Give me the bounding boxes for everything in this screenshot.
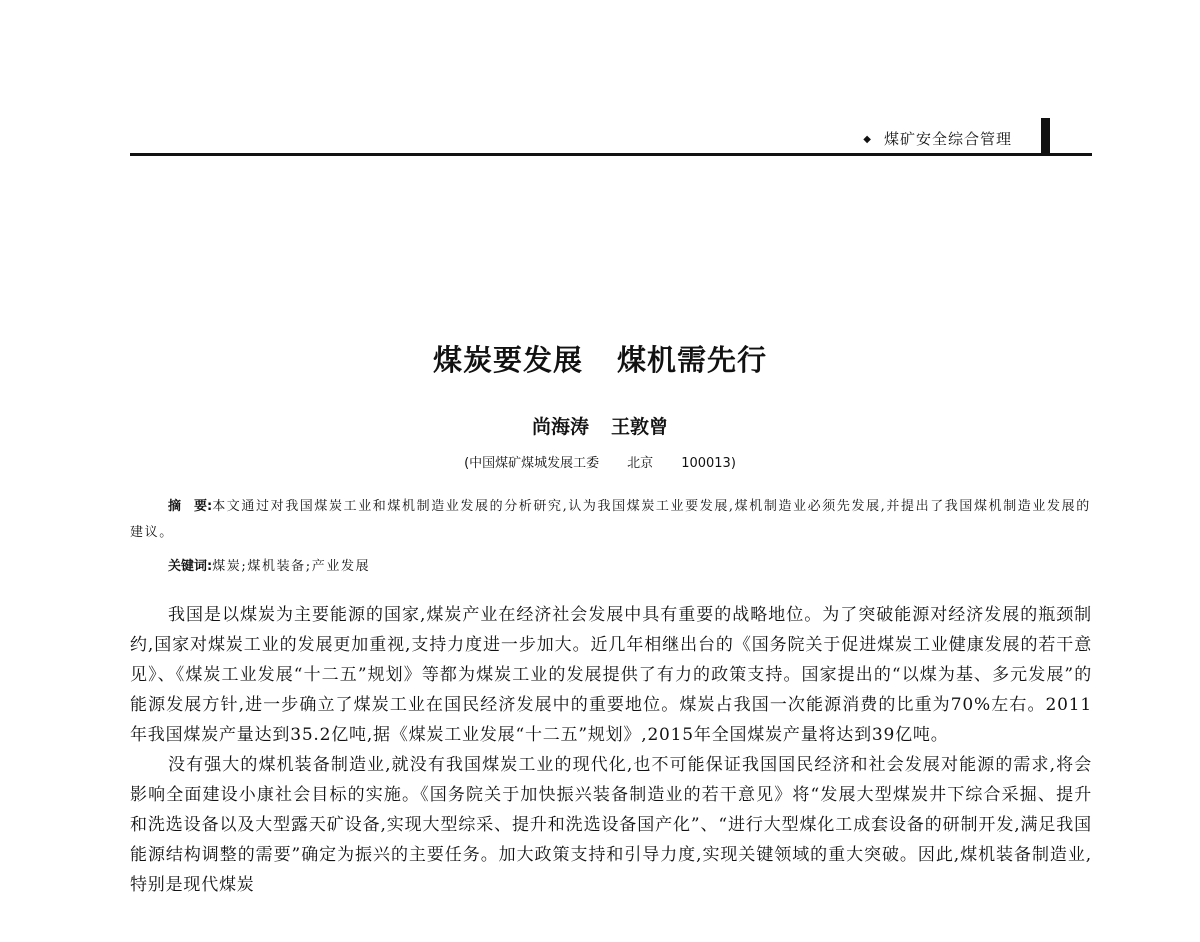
body-text [130, 600, 1092, 900]
keywords-line [168, 555, 370, 574]
article-title [0, 338, 1200, 379]
abstract-block [130, 494, 1092, 546]
body-paragraph-2: 没有强大的煤机装备制造业,就没有我国煤炭工业的现代化,也不可能保证我国国民经济和社会发展对能源的需求,将会影响全面建设小康社会目标的实施。《国务院关于加快振兴装备制造业的若干意见》将“发展大型煤炭井下综合采掘、提升和洗选设备以及大型露天矿设备,实现大型综采、提升和洗选设备国产化”、“进行大型煤化工成套设备的研制开发,满足我国能源结构调整的需要”确定为振兴的主要任务。加大政策支持和引导力度,实现关键领域的重大突破。因此,煤机装备制造业,特别是现代煤炭 [130, 755, 1092, 895]
header-section-label: 煤矿安全综合管理 [883, 130, 1012, 148]
affiliation-city: 北京 [627, 456, 654, 471]
affiliation-org: (中国煤矿煤城发展工委 [464, 456, 600, 471]
title-part-1: 煤炭要发展 [432, 343, 583, 377]
keywords-label: 关键词: [168, 559, 213, 574]
diamond-bullet-icon: ◆ [863, 134, 872, 145]
affiliation-postcode: 100013) [681, 456, 736, 471]
title-part-2: 煤机需先行 [617, 343, 768, 377]
header-rule [130, 153, 1092, 156]
keywords-text: 煤炭;煤机装备;产业发展 [212, 559, 371, 574]
header-black-bar [1041, 118, 1050, 154]
author-2: 王敦曾 [611, 416, 669, 438]
author-line [0, 412, 1200, 439]
abstract-text: 本文通过对我国煤炭工业和煤机制造业发展的分析研究,认为我国煤炭工业要发展,煤机制造业必须先发展,并提出了我国煤机制造业发展的建议。 [130, 499, 1091, 540]
author-1: 尚海涛 [531, 416, 589, 438]
abstract-paragraph [130, 494, 1092, 546]
abstract-label: 摘 要: [168, 499, 213, 514]
running-header [130, 118, 1092, 156]
header-section-title [863, 128, 1012, 149]
body-paragraph-1: 我国是以煤炭为主要能源的国家,煤炭产业在经济社会发展中具有重要的战略地位。为了突破能源对经济发展的瓶颈制约,国家对煤炭工业的发展更加重视,支持力度进一步加大。近几年相继出台的《国务院关于促进煤炭工业健康发展的若干意见》、《煤炭工业发展“十二五”规划》等都为煤炭工业的发展提供了有力的政策支持。国家提出的“以煤为基、多元发展”的能源发展方针,进一步确立了煤炭工业在国民经济发展中的重要地位。煤炭占我国一次能源消费的比重为70%左右。2011年我国煤炭产量达到35.2亿吨,据《煤炭工业发展“十二五”规划》,2015年全国煤炭产量将达到39亿吨。 [130, 605, 1092, 745]
affiliation-line [0, 452, 1200, 471]
